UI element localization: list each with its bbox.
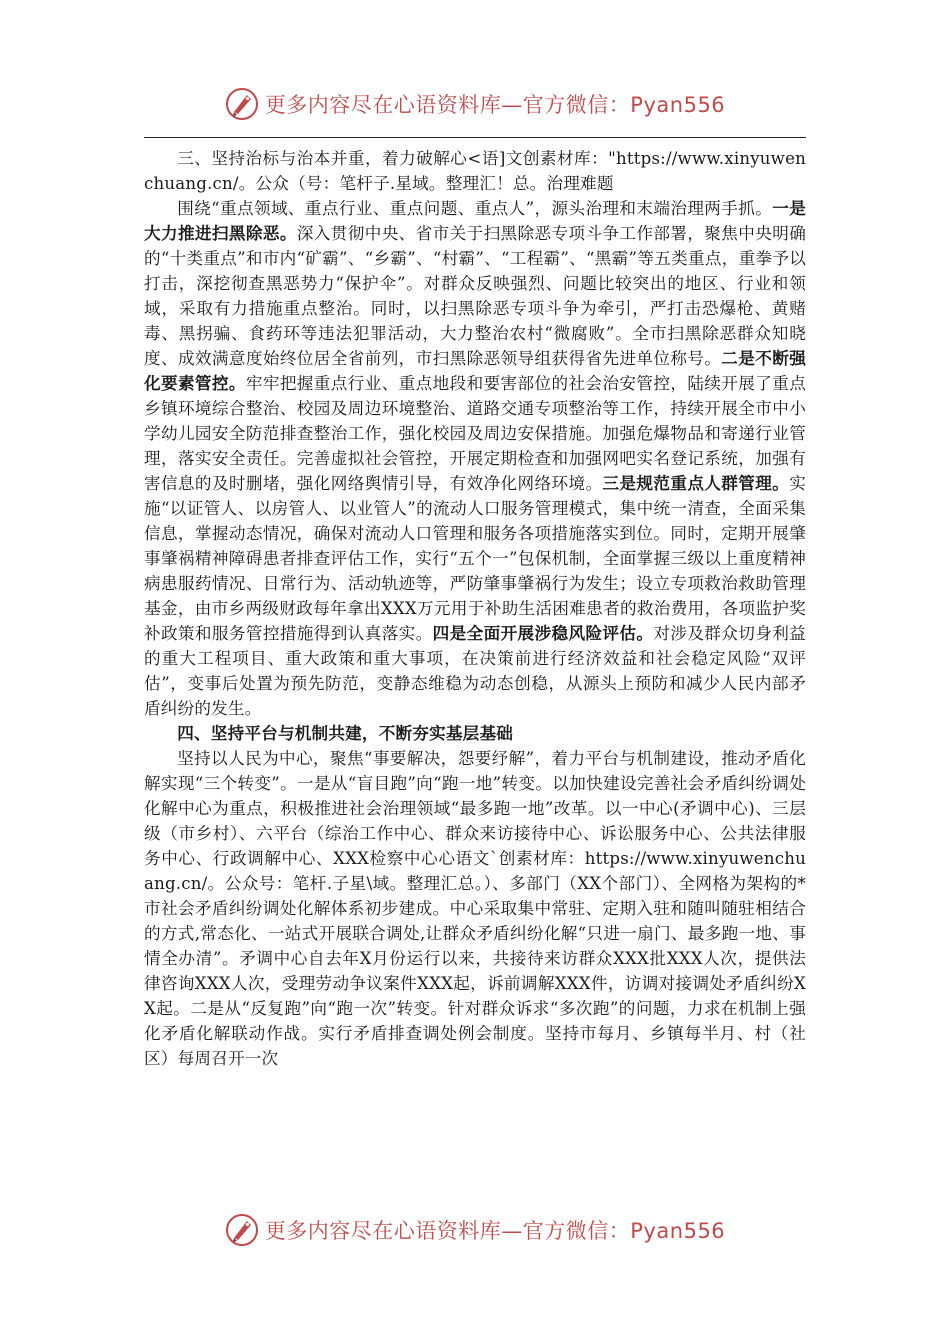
header-banner <box>0 84 950 124</box>
text-run: 对涉及群众切身利益的重大工程项目、重大政策和重大事项，在决策前进行经济效益和社会稳定风险“双评估”，变事后处置为预先防范，变静态维稳为动态创稳，从源头上预防和减少人民内部矛盾纠纷的发生。 <box>144 624 806 718</box>
section-3-paragraph <box>144 196 806 721</box>
header-divider <box>144 137 806 138</box>
document-body <box>144 146 806 1071</box>
section-3-heading: 三、坚持治标与治本并重，着力破解心<语]文创素材库："https://www.xinyuwenchuang.cn/。公众（号：笔杆子.星域。整理汇！总。治理难题 <box>144 149 806 193</box>
header-banner-text: 更多内容尽在心语资料库—官方微信：Pyan556 <box>264 93 726 117</box>
section-4-heading: 四、坚持平台与机制共建，不断夯实基层基础 <box>177 723 514 743</box>
bold-lead-3: 三是规范重点人群管理。 <box>602 473 790 493</box>
bold-lead-2: 二是不断强化要素管控。 <box>144 348 806 393</box>
pen-nib-icon <box>225 1213 259 1247</box>
text-run: 牢牢把握重点行业、重点地段和要害部位的社会治安管控，陆续开展了重点乡镇环境综合整治、校园及周边环境整治、道路交通专项整治等工作，持续开展全市中小学幼儿园安全防范排查整治工作，强化校园及周边安保措施。加强危爆物品和寄递行业管理，落实安全责任。完善虚拟社会管控，开展定期检查和加强网吧实名登记系统，加强有害信息的及时删堵，强化网络舆情引导，有效净化网络环境。 <box>144 374 806 493</box>
text-run: 围绕“重点领域、重点行业、重点问题、重点人”，源头治理和末端治理两手抓。 <box>177 199 773 218</box>
pen-nib-icon <box>225 87 259 121</box>
text-run: 深入贯彻中央、省市关于扫黑除恶专项斗争工作部署，聚焦中央明确的“十类重点”和市内“矿霸”、“乡霸”、“村霸”、“工程霸”、“黑霸”等五类重点，重拳予以打击，深挖彻查黑恶势力“保护伞”。对群众反映强烈、问题比较突出的地区、行业和领域，采取有力措施重点整治。同时，以扫黑除恶专项斗争为牵引，严打击恐爆枪、黄赌毒、黑拐骗、食药环等违法犯罪活动，大力整治农村“微腐败”。全市扫黑除恶群众知晓度、成效满意度始终位居全省前列，市扫黑除恶领导组获得省先进单位称号。 <box>144 224 806 368</box>
bold-lead-4: 四是全面开展涉稳风险评估。 <box>432 623 654 643</box>
footer-banner <box>0 1210 950 1250</box>
bold-lead-1: 一是大力推进扫黑除恶。 <box>144 198 806 243</box>
text-run: 实施“以证管人、以房管人、以业管人”的流动人口服务管理模式，集中统一清查，全面采集信息，掌握动态情况，确保对流动人口管理和服务各项措施落实到位。同时，定期开展肇事肇祸精神障碍患者排查评估工作，实行“五个一”包保机制，全面掌握三级以上重度精神病患服药情况、日常行为、活动轨迹等，严防肇事肇祸行为发生；设立专项救治救助管理基金，由市乡两级财政每年拿出XXX万元用于补助生活困难患者的救治费用，各项监护奖补政策和服务管控措施得到认真落实。 <box>144 474 807 643</box>
section-4-paragraph: 坚持以人民为中心，聚焦“事要解决，怨要纾解”，着力平台与机制建设，推动矛盾化解实现“三个转变”。一是从“盲目跑”向“跑一地”转变。以加快建设完善社会矛盾纠纷调处化解中心为重点，积极推进社会治理领域“最多跑一地”改革。以一中心(矛调中心)、三层级（市乡村）、六平台（综治工作中心、群众来访接待中心、诉讼服务中心、公共法律服务中心、行政调解中心、XXX检察中心心语文`创素材库：https://www.xinyuwenchuang.cn/。公众号：笔杆.子星\域。整理汇总。）、多部门（XX个部门）、全网格为架构的*市社会矛盾纠纷调处化解体系初步建成。中心采取集中常驻、定期入驻和随叫随驻相结合的方式,常态化、一站式开展联合调处,让群众矛盾纠纷化解“只进一扇门、最多跑一地、事情全办清”。矛调中心自去年X月份运行以来，共接待来访群众XXX批XXX人次，提供法律咨询XXX人次，受理劳动争议案件XXX起，诉前调解XXX件，访调对接调处矛盾纠纷XX起。二是从“反复跑”向“跑一次”转变。针对群众诉求“多次跑”的问题，力求在机制上强化矛盾化解联动作战。实行矛盾排查调处例会制度。坚持市每月、乡镇每半月、村（社区）每周召开一次 <box>144 749 806 1068</box>
footer-banner-text: 更多内容尽在心语资料库—官方微信：Pyan556 <box>264 1219 726 1243</box>
